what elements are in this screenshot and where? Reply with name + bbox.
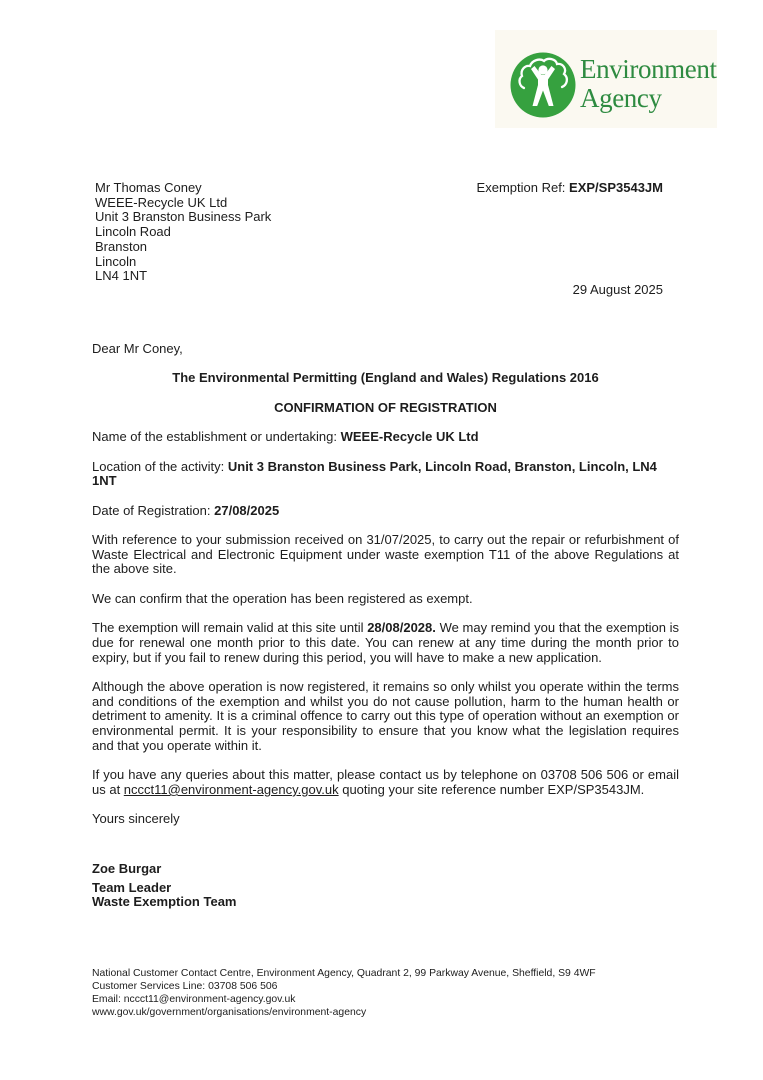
exemption-reference-value: EXP/SP3543JM [569, 180, 663, 195]
footer-website-line: www.gov.uk/government/organisations/environment-agency [92, 1007, 367, 1018]
recipient-address-line-2: Lincoln Road [95, 224, 171, 240]
registration-date-label: Date of Registration: [92, 502, 215, 518]
recipient-address-line-3: Branston [95, 238, 148, 254]
environment-agency-roundel-icon [510, 52, 576, 118]
expiry-date-value: 28/08/2028. [367, 620, 436, 636]
recipient-address-line-1: Unit 3 Branston Business Park [95, 209, 272, 225]
establishment-name-line [92, 430, 679, 445]
footer-phone-line: Customer Services Line: 03708 506 506 [92, 981, 278, 992]
recipient-postcode: LN4 1NT [95, 268, 148, 284]
recipient-name: Mr Thomas Coney [95, 180, 202, 195]
environment-agency-logo [495, 30, 717, 128]
exemption-reference [477, 181, 663, 196]
recipient-address [95, 181, 271, 284]
paragraph-validity-post: We may remind you that the exemption is due for renewal one month prior to this date. You can renew at any time during the month prior to expiry, but if you fail to renew during this period, you will have to make a new application. [92, 620, 679, 665]
salutation: Dear Mr Coney, [92, 341, 183, 356]
recipient-address-line-4: Lincoln [95, 253, 137, 269]
paragraph-validity-pre: The exemption will remain valid at this site until [92, 620, 368, 636]
activity-location-value: Unit 3 Branston Business Park, Lincoln Road, Branston, Lincoln, LN4 1NT [92, 458, 657, 489]
footer-contact-block [92, 967, 712, 1019]
paragraph-queries-post: quoting your site reference number EXP/SP3543JM. [338, 781, 645, 797]
activity-location-label: Location of the activity: [92, 458, 228, 474]
wordmark-line-environment: Environment [580, 54, 717, 84]
footer-email-line: Email: nccct11@environment-agency.gov.uk [92, 994, 296, 1005]
registration-date-line [92, 504, 679, 519]
footer-address-line: National Customer Contact Centre, Environment Agency, Quadrant 2, 99 Parkway Avenue, Sheffield, S9 4WF [92, 968, 596, 979]
activity-location-line [92, 460, 679, 489]
paragraph-conditions: Although the above operation is now registered, it remains so only whilst you operate within the terms and conditions of the exemption and whilst you do not cause pollution, harm to the human health or detriment to amenity. It is a criminal offence to carry out this type of operation without an exemption or environmental permit. It is your responsibility to ensure that you know what the legislation requires and that you operate within it. [92, 679, 679, 753]
contact-email-link[interactable]: nccct11@environment-agency.gov.uk [123, 781, 339, 797]
closing: Yours sincerely [92, 811, 180, 827]
signatory-role-team: Waste Exemption Team [92, 894, 237, 910]
establishment-name-label: Name of the establishment or undertaking: [92, 429, 341, 445]
paragraph-validity [92, 621, 679, 665]
confirmation-heading: CONFIRMATION OF REGISTRATION [274, 399, 497, 415]
establishment-name-value: WEEE-Recycle UK Ltd [340, 429, 479, 445]
signatory-role [92, 881, 679, 910]
letter-date: 29 August 2025 [572, 282, 663, 297]
regulations-title: The Environmental Permitting (England and Wales) Regulations 2016 [172, 370, 599, 386]
exemption-reference-label: Exemption Ref: [476, 180, 570, 195]
signatory-name: Zoe Burgar [92, 861, 162, 877]
paragraph-confirmation: We can confirm that the operation has been registered as exempt. [92, 590, 473, 606]
recipient-company: WEEE-Recycle UK Ltd [95, 194, 228, 210]
paragraph-queries [92, 768, 679, 797]
registration-date-value: 27/08/2025 [214, 502, 280, 518]
paragraph-queries-pre: If you have any queries about this matter, please contact us by telephone on 03708 506 506 or email us at [92, 767, 679, 797]
letter-body [92, 342, 679, 910]
wordmark-line-agency: Agency [580, 83, 662, 113]
paragraph-submission: With reference to your submission received on 31/07/2025, to carry out the repair or refurbishment of Waste Electrical and Electronic Equipment under waste exemption T11 of the above Regulations at the above site. [92, 532, 679, 577]
environment-agency-wordmark [580, 55, 717, 113]
signatory-role-title: Team Leader [92, 879, 172, 895]
